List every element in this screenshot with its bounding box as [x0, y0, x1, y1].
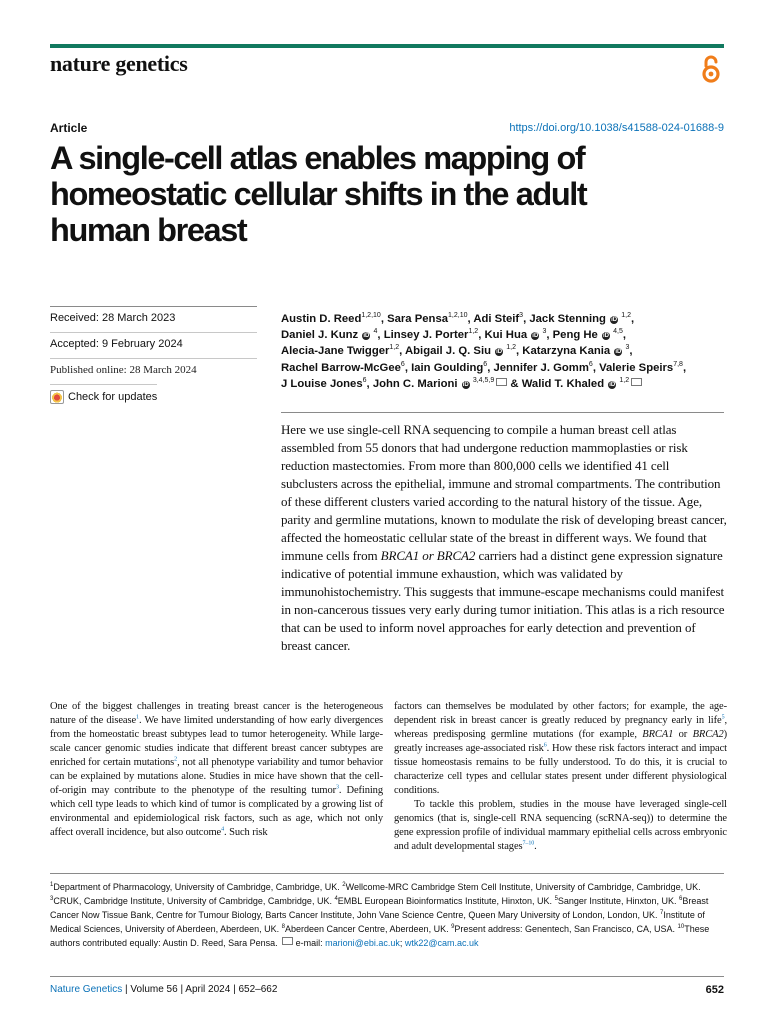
- author-affiliation-ref: 1,2: [621, 312, 631, 320]
- text-run: .: [534, 841, 537, 852]
- text-run: . We have limited understanding of how early divergences from the homeostatic breast subtypes lead to tumor heterogeneity. While large-scale cancer genomic studies indicate that different breast cancer subtypes are enriched for certain mutations: [50, 715, 383, 768]
- author-affiliation-ref: 6: [400, 360, 405, 368]
- footer-volume: | Volume 56 | April 2024 | 652–662: [122, 984, 278, 995]
- author-name: Daniel J. Kunz: [281, 329, 359, 342]
- citation-ref[interactable]: 5: [721, 714, 725, 721]
- citation-ref[interactable]: 6: [543, 742, 547, 749]
- citation-ref[interactable]: 2: [174, 756, 178, 763]
- citation-ref[interactable]: 2: [342, 882, 346, 888]
- text-run: . How these risk factors interact and impact tissue homeostasis remains to be fully understood. To do this, it is crucial to characterize cell types and cellular states present under different physiological conditions.: [394, 743, 727, 796]
- footer-rule: [50, 976, 724, 977]
- citation-ref[interactable]: 9: [451, 924, 455, 930]
- author-affiliation-ref: 3: [542, 328, 547, 336]
- author-name: Rachel Barrow-McGee: [281, 361, 401, 374]
- author-affiliation-ref: 1,2,10: [361, 312, 381, 320]
- author-affiliation-ref: 1,2: [506, 344, 517, 352]
- author-affiliation-ref: 6: [362, 377, 367, 385]
- text-run: carriers had a distinct gene expression signature indicative of potential immune exhaustion, which was validated by immunohistochemistry. This suggests that immune-escape mechanisms could manifest in non-cancerous tissues very early during tumor initiation. This atlas is a rich resource that can be used to inform novel approaches for early detection and prevention of breast cancer.: [281, 548, 725, 653]
- citation-ref[interactable]: 1: [50, 882, 54, 888]
- check-updates-label: Check for updates: [68, 391, 158, 403]
- text-run: EMBL European Bioinformatics Institute, Hinxton, UK.: [337, 896, 555, 906]
- author-name: Iain Goulding: [411, 361, 484, 374]
- top-rule: [50, 44, 724, 48]
- text-run: , not all phenotype variability and tumor behavior can be explained by mutations alone. Studies in mice have shown that the cell-of-origin may contribute to the phenotype of the resulting tumor: [50, 757, 384, 796]
- author-name: J Louise Jones: [281, 377, 363, 390]
- author-list: Austin D. Reed$^{1,2,10}$, Sara Pensa$^{1,2,10}$, Adi Steif$^3$, Jack Stenning iD $^{1,2}$, Daniel J. Kunz iD $^4$, Linsey J. Porter$^{1,2}$, Kui Hua iD $^3$, Peng He iD $^{4,5}$, Alecia-Jane Twigger$^{1,2}$, Abigail J. Q. Siu iD $^{1,2}$, Katarzyna Kania iD $^3$, Rachel Barrow-McGee$^6$, Iain Goulding$^6$, Jennifer J. Gomm$^6$, Valerie Speirs$^{7,8}$, J Louise Jones$^6$, John C. Marioni iD $^{3,4,5,9}$ & Walid T. Khaled iD $^{1,2}$: [281, 312, 687, 390]
- orcid-icon[interactable]: iD: [602, 333, 609, 340]
- citation-ref[interactable]: 7–10: [522, 840, 535, 847]
- author-affiliation-ref: 6: [483, 360, 488, 368]
- author-name: Austin D. Reed: [281, 313, 362, 325]
- orcid-icon[interactable]: iD: [615, 349, 622, 356]
- orcid-icon[interactable]: iD: [462, 381, 469, 388]
- author-name: Jack Stenning: [529, 313, 606, 325]
- published-date: Published online: 28 March 2024: [50, 358, 257, 384]
- citation-ref[interactable]: 3: [335, 784, 339, 791]
- citation-ref[interactable]: 8: [281, 924, 285, 930]
- author-affiliation-ref: 3: [625, 344, 630, 352]
- author-name: Abigail J. Q. Siu: [405, 345, 491, 358]
- orcid-icon[interactable]: iD: [363, 333, 370, 340]
- text-run: Institute of Medical Sciences, University of Aberdeen, Aberdeen, UK.: [50, 910, 705, 934]
- author-name: Adi Steif: [473, 313, 520, 325]
- email-link[interactable]: wtk22@cam.ac.uk: [404, 938, 479, 948]
- text-run: BRCA2: [692, 729, 724, 740]
- author-name: John C. Marioni: [372, 377, 458, 390]
- body-column-left: [50, 700, 383, 840]
- section-label: Article: [50, 121, 88, 135]
- accepted-date: Accepted: 9 February 2024: [50, 332, 257, 358]
- received-date: Received: 28 March 2023: [50, 306, 257, 332]
- citation-ref[interactable]: 5: [554, 896, 558, 902]
- abstract: [281, 421, 727, 655]
- citation-ref[interactable]: 1: [136, 714, 139, 721]
- author-affiliation-ref: 1,2: [468, 328, 479, 336]
- body-paragraph: [394, 700, 727, 798]
- author-affiliation-ref: 1,2,10: [448, 312, 468, 320]
- text-run: e-mail:: [295, 938, 326, 948]
- footer-journal[interactable]: Nature Genetics: [50, 984, 123, 995]
- text-run: Breast Cancer Now Tissue Bank, Centre for Tumour Biology, Barts Cancer Institute, John Vane Science Centre, Queen Mary University of London, London, UK.: [50, 896, 709, 920]
- journal-name: nature genetics: [50, 51, 188, 76]
- abstract-rule: [281, 412, 724, 413]
- author-affiliation-ref: 1,2: [389, 344, 400, 352]
- affiliation-rule: [50, 873, 724, 874]
- text-run: These authors contributed equally: Austin D. Reed, Sara Pensa.: [50, 924, 710, 948]
- mail-icon[interactable]: [496, 378, 507, 386]
- text-run: One of the biggest challenges in treating breast cancer is the heterogeneous nature of the disease: [50, 701, 383, 726]
- author-affiliation-ref: 1,2: [619, 377, 630, 385]
- author-name: Alecia-Jane Twigger: [281, 345, 390, 358]
- email-link[interactable]: marioni@ebi.ac.uk: [325, 938, 400, 948]
- author-name: Kui Hua: [484, 329, 528, 342]
- text-run: or: [673, 729, 693, 740]
- text-run: Present address: Genentech, San Francisco, CA, USA.: [454, 924, 678, 934]
- text-run: Aberdeen Cancer Centre, Aberdeen, UK.: [284, 924, 452, 934]
- text-run: , whereas predisposing germline mutations (for example,: [394, 715, 727, 740]
- article-title: A single-cell atlas enables mapping of homeostatic cellular shifts in the adult human breast: [50, 140, 587, 248]
- citation-ref[interactable]: 10: [677, 924, 685, 930]
- text-run: . Defining which cell type leads to which kind of tumor is complicated by a growing list of environmental and epidemiological risk factors, such as age, which not only affect overall incidence, but also outcome: [50, 785, 383, 838]
- text-run: ;: [399, 938, 405, 948]
- text-run: BRCA1: [642, 729, 674, 740]
- text-run: Sanger Institute, Hinxton, UK.: [557, 896, 679, 906]
- text-run: BRCA1 or BRCA2: [380, 548, 476, 563]
- citation-ref[interactable]: 3: [50, 896, 54, 902]
- doi-link[interactable]: https://doi.org/10.1038/s41588-024-01688-9: [509, 122, 724, 134]
- open-access-icon: [700, 54, 722, 84]
- author-affiliation-ref: 3: [519, 312, 524, 320]
- text-run: . Such risk: [224, 827, 268, 838]
- citation-ref[interactable]: 4: [221, 826, 225, 833]
- citation-ref[interactable]: 7: [659, 910, 664, 916]
- affiliations: [50, 880, 730, 950]
- author-name: Walid T. Khaled: [521, 377, 605, 390]
- footer-citation: [50, 984, 277, 995]
- text-run: Department of Pharmacology, University of Cambridge, Cambridge, UK.: [53, 882, 343, 892]
- orcid-icon[interactable]: iD: [496, 349, 503, 356]
- text-run: To tackle this problem, studies in the mouse have leveraged single-cell genomics (that is, single-cell RNA sequencing (scRNA-seq)) to determine the gene expression profile of individual mammary epithelial cells across embryonic and adult developmental stages: [394, 799, 727, 852]
- author-affiliation-ref: 4: [373, 328, 378, 336]
- author-affiliation-ref: 7,8: [673, 360, 683, 368]
- text-run: factors can themselves be modulated by other factors; for example, the age-dependent risk in breast cancer is greatly reduced by pregnancy early in life: [394, 701, 727, 726]
- author-affiliation-ref: 6: [588, 360, 593, 368]
- text-run: ) greatly increases age-associated risk: [394, 729, 727, 754]
- body-paragraph: [394, 798, 727, 854]
- text-run: Here we use single-cell RNA sequencing to compile a human breast cell atlas assembled from 55 donors that had undergone reduction mammoplasties or risk reduction mastectomies. From more than 800,000 cells we identified 41 cell subclusters across the epithelial, immune and stromal compartments. The contribution of these different clusters varied according to the natural history of the tissue. Age, parity and germline mutations, known to modulate the risk of developing breast cancer, affected the homeostatic cellular state of the breast in different ways. We found that immune cells from: [281, 422, 727, 563]
- author-name: Sara Pensa: [387, 313, 449, 325]
- author-name: Valerie Speirs: [599, 361, 674, 374]
- mail-icon[interactable]: [631, 378, 642, 386]
- body-column-right: [394, 700, 727, 854]
- author-name: Katarzyna Kania: [522, 345, 611, 358]
- check-updates-icon: [50, 390, 64, 404]
- publication-meta: [50, 306, 257, 407]
- author-name: Linsey J. Porter: [383, 329, 469, 342]
- author-name: Peng He: [552, 329, 598, 342]
- orcid-icon[interactable]: iD: [609, 381, 616, 388]
- orcid-icon[interactable]: iD: [532, 333, 539, 340]
- page-number: 652: [705, 984, 724, 996]
- citation-ref[interactable]: 6: [678, 896, 683, 902]
- author-affiliation-ref: 3,4,5,9: [472, 377, 495, 385]
- check-updates-button[interactable]: [50, 384, 157, 404]
- citation-ref[interactable]: 4: [334, 896, 338, 902]
- author-affiliation-ref: 4,5: [613, 328, 623, 336]
- text-run: CRUK, Cambridge Institute, University of Cambridge, Cambridge, UK.: [53, 896, 335, 906]
- mail-icon: [282, 937, 293, 945]
- text-run: Wellcome-MRC Cambridge Stem Cell Institute, University of Cambridge, Cambridge, UK.: [345, 882, 701, 892]
- body-paragraph: [50, 700, 383, 840]
- author-name: Jennifer J. Gomm: [493, 361, 589, 374]
- orcid-icon[interactable]: iD: [611, 317, 618, 323]
